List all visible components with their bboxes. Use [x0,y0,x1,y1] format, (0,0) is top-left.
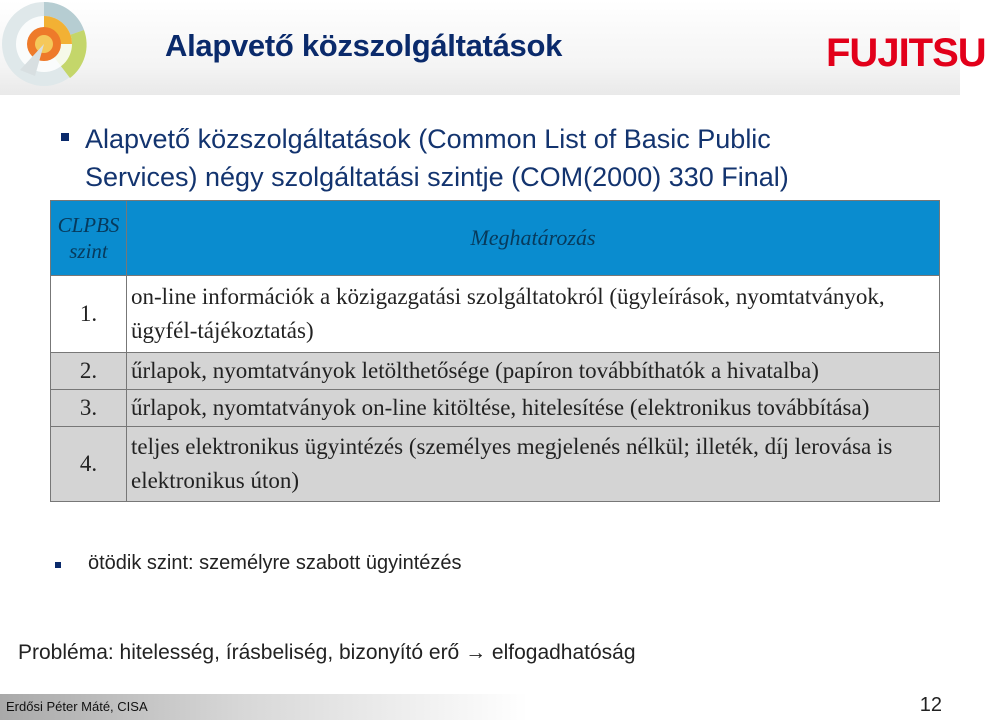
brand-wordmark: FUJITSU [826,31,986,75]
footer-bar [0,694,960,720]
level-cell: 1. [51,276,127,353]
service-levels-table [50,200,940,502]
table-row [51,276,940,353]
table-row [51,427,940,502]
page-number: 12 [919,694,942,716]
level-cell: 2. [51,353,127,390]
decorative-logo-icon [0,0,90,90]
bullet-main-text [85,120,945,198]
table-row [51,353,940,390]
table-header-row [51,201,940,276]
bullet-main-line1: Alapvető közszolgáltatások (Common List of Basic Public [85,124,771,154]
table-row [51,390,940,427]
brand-logo [826,27,986,79]
header-level-cell: CLPBS szint [51,201,127,276]
page-title: Alapvető közszolgáltatások [165,28,563,63]
bullet-marker-icon [61,133,69,141]
bullet-main-line2: Services) négy szolgáltatási szintje (COM(2000) 330 Final) [85,162,789,192]
definition-cell: űrlapok, nyomtatványok on-line kitöltése, hitelesítése (elektronikus továbbítása) [127,390,940,427]
bullet-marker-icon [55,562,61,568]
definition-cell: teljes elektronikus ügyintézés (személyes megjelenés nélkül; illeték, díj lerovása is elektronikus úton) [127,427,940,502]
level-cell: 4. [51,427,127,502]
footer-author: Erdősi Péter Máté, CISA [6,699,148,714]
bullet-second-text: ötödik szint: személyre szabott ügyintézés [88,552,462,574]
header-definition-cell: Meghatározás [127,201,940,276]
definition-cell: űrlapok, nyomtatványok letölthetősége (papíron továbbíthatók a hivatalba) [127,353,940,390]
definition-cell: on-line információk a közigazgatási szolgáltatokról (ügyleírások, nyomtatványok, ügyfél-tájékoztatás) [127,276,940,353]
problem-statement: Probléma: hitelesség, írásbeliség, bizonyító erő → elfogadhatóság [18,641,636,664]
level-cell: 3. [51,390,127,427]
